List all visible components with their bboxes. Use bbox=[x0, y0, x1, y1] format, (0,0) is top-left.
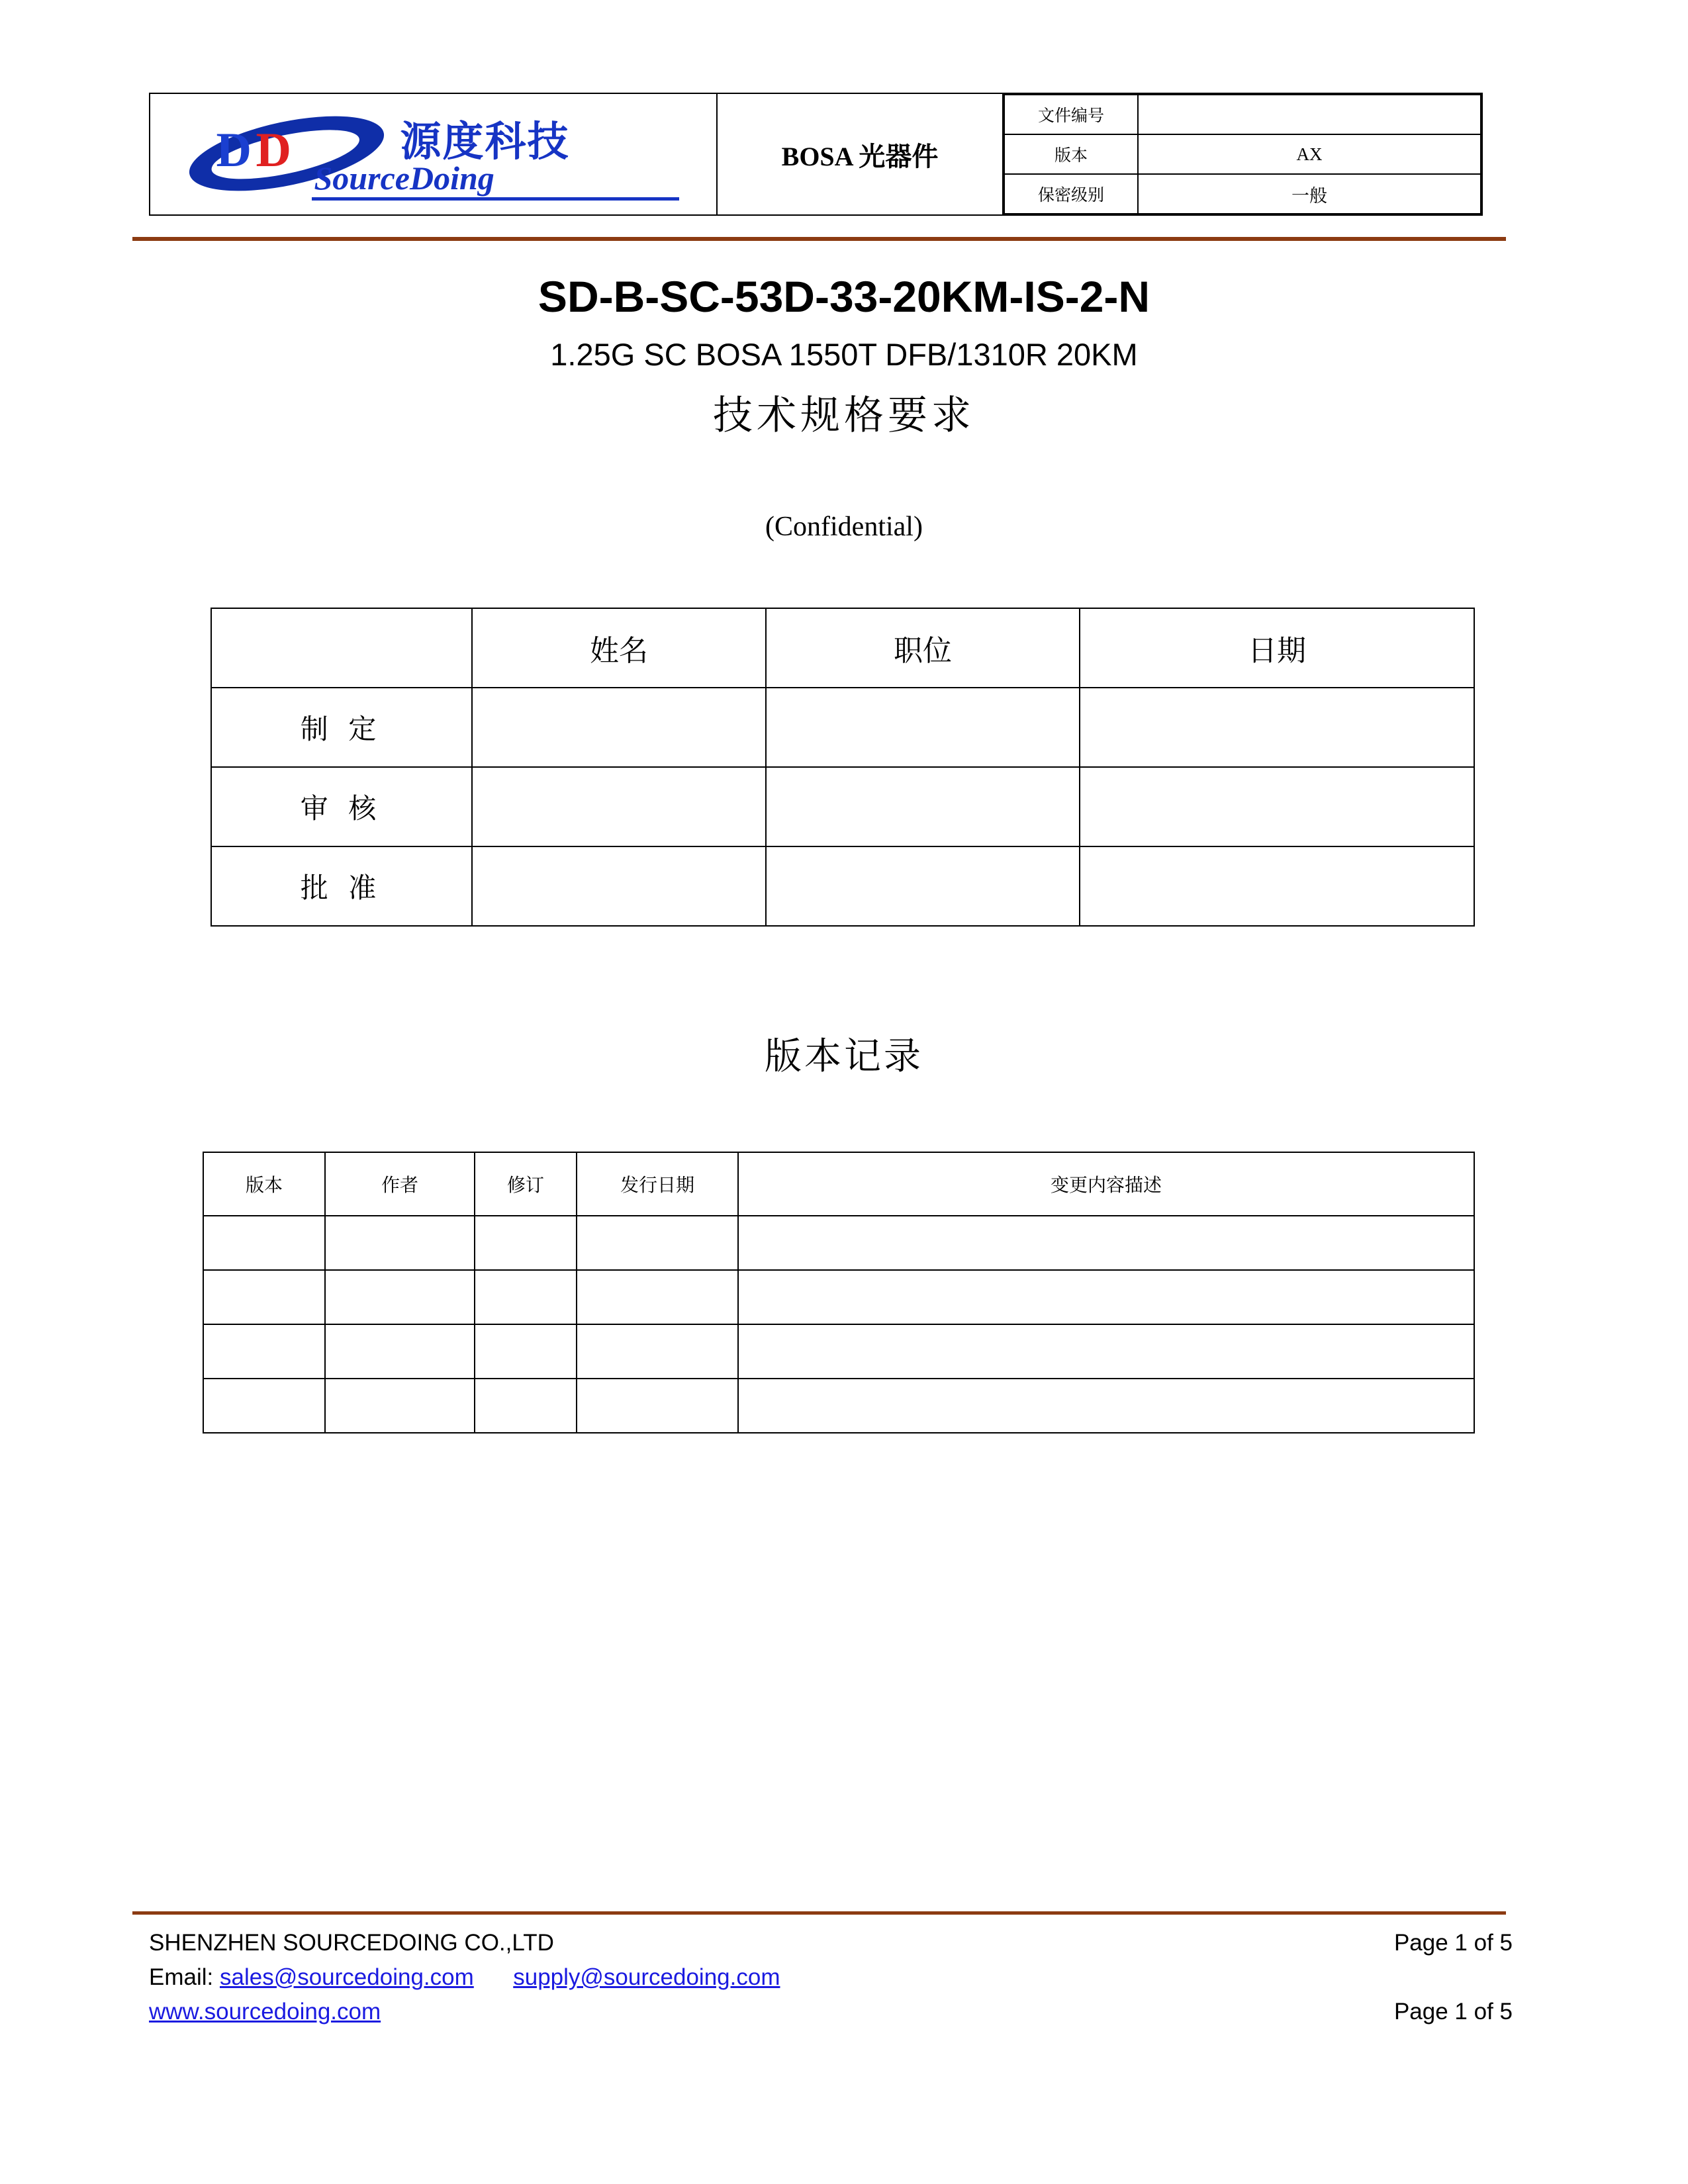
version-cell-version[interactable] bbox=[203, 1324, 325, 1379]
footer-divider-rule bbox=[132, 1911, 1506, 1915]
table-row bbox=[203, 1324, 1474, 1379]
version-cell-version[interactable] bbox=[203, 1216, 325, 1270]
header-product-title: BOSA 光器件 bbox=[717, 93, 1003, 215]
meta-label-confidentiality: 保密级别 bbox=[1004, 174, 1138, 214]
version-header-version: 版本 bbox=[203, 1152, 325, 1216]
footer-email-supply-link[interactable]: supply@sourcedoing.com bbox=[513, 1964, 780, 1990]
version-cell-release-date[interactable] bbox=[577, 1216, 738, 1270]
version-cell-version[interactable] bbox=[203, 1270, 325, 1324]
footer-email-sales-link[interactable]: sales@sourcedoing.com bbox=[219, 1964, 474, 1990]
signoff-approved-name[interactable] bbox=[472, 846, 766, 926]
footer-row-company bbox=[149, 1926, 1513, 1960]
table-header-row bbox=[211, 608, 1474, 688]
table-row bbox=[203, 1379, 1474, 1433]
version-cell-description[interactable] bbox=[738, 1379, 1474, 1433]
version-cell-revision[interactable] bbox=[475, 1379, 577, 1433]
signoff-header-blank bbox=[211, 608, 472, 688]
signoff-prepared-name[interactable] bbox=[472, 688, 766, 767]
signoff-header-date: 日期 bbox=[1080, 608, 1474, 688]
meta-value-doc-number bbox=[1138, 95, 1481, 134]
version-record-title: 版本记录 bbox=[765, 1036, 923, 1077]
version-cell-revision[interactable] bbox=[475, 1216, 577, 1270]
footer-row-email bbox=[149, 1960, 1513, 1995]
signoff-label-approved: 批 准 bbox=[211, 846, 472, 926]
version-cell-author[interactable] bbox=[325, 1324, 475, 1379]
signoff-reviewed-date[interactable] bbox=[1080, 767, 1474, 846]
confidential-notice: (Confidential) bbox=[765, 512, 923, 542]
page-subtitle-chinese: 技术规格要求 bbox=[713, 394, 975, 437]
version-cell-author[interactable] bbox=[325, 1216, 475, 1270]
signoff-approved-date[interactable] bbox=[1080, 846, 1474, 926]
logo-monogram-right: D bbox=[256, 123, 291, 177]
header-meta-cell bbox=[1003, 93, 1482, 215]
version-cell-revision[interactable] bbox=[475, 1324, 577, 1379]
meta-value-version: AX bbox=[1138, 134, 1481, 174]
logo-chinese-name: 源度科技 bbox=[400, 119, 570, 165]
version-header-author: 作者 bbox=[325, 1152, 475, 1216]
version-header-description: 变更内容描述 bbox=[738, 1152, 1474, 1216]
table-row bbox=[211, 767, 1474, 846]
table-row bbox=[1004, 174, 1481, 214]
version-header-revision: 修订 bbox=[475, 1152, 577, 1216]
header-table bbox=[149, 93, 1483, 216]
document-footer bbox=[149, 1926, 1513, 2029]
header-meta-table bbox=[1004, 94, 1481, 214]
header-divider-rule bbox=[132, 237, 1506, 241]
signoff-header-position: 职位 bbox=[766, 608, 1080, 688]
signoff-reviewed-position[interactable] bbox=[766, 767, 1080, 846]
signoff-table-wrapper bbox=[211, 608, 1475, 927]
version-record-table-wrapper bbox=[203, 1152, 1475, 1433]
footer-website-link[interactable]: www.sourcedoing.com bbox=[149, 1999, 381, 2025]
version-cell-revision[interactable] bbox=[475, 1270, 577, 1324]
logo bbox=[182, 105, 685, 204]
signoff-prepared-date[interactable] bbox=[1080, 688, 1474, 767]
version-cell-version[interactable] bbox=[203, 1379, 325, 1433]
table-header-row bbox=[203, 1152, 1474, 1216]
version-cell-description[interactable] bbox=[738, 1270, 1474, 1324]
version-cell-author[interactable] bbox=[325, 1379, 475, 1433]
document-header bbox=[149, 93, 1483, 216]
page-subtitle: 1.25G SC BOSA 1550T DFB/1310R 20KM bbox=[550, 337, 1138, 372]
company-logo-cell bbox=[150, 93, 717, 215]
logo-monogram-left: D bbox=[216, 123, 252, 177]
version-cell-release-date[interactable] bbox=[577, 1324, 738, 1379]
meta-value-confidentiality: 一般 bbox=[1138, 174, 1481, 214]
logo-english-name: SourceDoing bbox=[314, 159, 494, 197]
version-cell-release-date[interactable] bbox=[577, 1270, 738, 1324]
logo-underline bbox=[312, 197, 679, 201]
table-row bbox=[203, 1216, 1474, 1270]
signoff-approved-position[interactable] bbox=[766, 846, 1080, 926]
footer-page-number-2: Page 1 of 5 bbox=[1393, 1999, 1513, 2025]
signoff-prepared-position[interactable] bbox=[766, 688, 1080, 767]
signoff-label-prepared: 制 定 bbox=[211, 688, 472, 767]
version-cell-description[interactable] bbox=[738, 1216, 1474, 1270]
version-header-release-date: 发行日期 bbox=[577, 1152, 738, 1216]
footer-row-website bbox=[149, 1995, 1513, 2029]
table-row bbox=[203, 1270, 1474, 1324]
footer-email-label: Email: bbox=[149, 1964, 214, 1990]
version-cell-description[interactable] bbox=[738, 1324, 1474, 1379]
meta-label-doc-number: 文件编号 bbox=[1004, 95, 1138, 134]
table-row bbox=[1004, 134, 1481, 174]
footer-page-number-1: Page 1 of 5 bbox=[1393, 1930, 1513, 1956]
table-row bbox=[1004, 95, 1481, 134]
table-row bbox=[211, 846, 1474, 926]
version-cell-author[interactable] bbox=[325, 1270, 475, 1324]
footer-company-name: SHENZHEN SOURCEDOING CO.,LTD bbox=[149, 1930, 554, 1956]
signoff-header-name: 姓名 bbox=[472, 608, 766, 688]
table-row bbox=[211, 688, 1474, 767]
meta-label-version: 版本 bbox=[1004, 134, 1138, 174]
signoff-table bbox=[211, 608, 1475, 927]
page-title: SD-B-SC-53D-33-20KM-IS-2-N bbox=[538, 272, 1150, 321]
version-record-table bbox=[203, 1152, 1475, 1433]
version-cell-release-date[interactable] bbox=[577, 1379, 738, 1433]
signoff-label-reviewed: 审 核 bbox=[211, 767, 472, 846]
signoff-reviewed-name[interactable] bbox=[472, 767, 766, 846]
